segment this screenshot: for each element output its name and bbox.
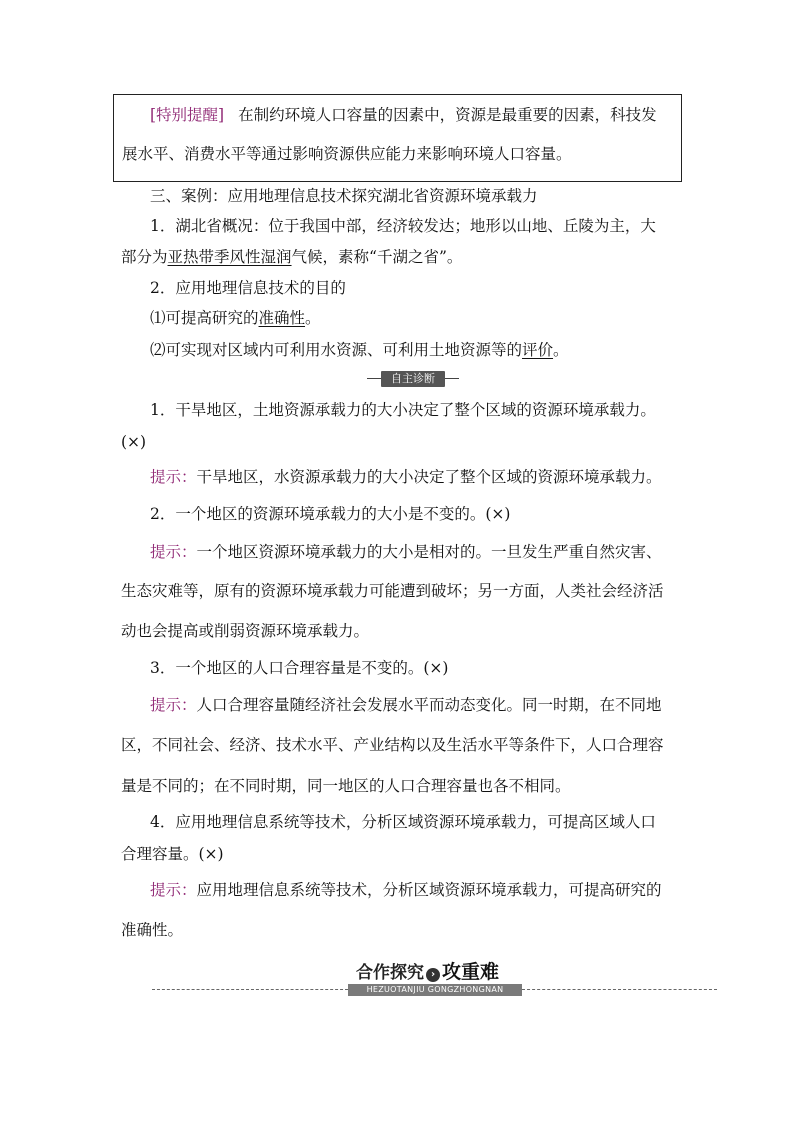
case-heading: 三、案例：应用地理信息技术探究湖北省资源环境承载力 [150, 187, 538, 205]
cooperative-inquiry-banner [152, 960, 717, 996]
hint-4-cont: 准确性。 [121, 921, 184, 939]
hint-3-cont-1: 区，不同社会、经济、技术水平、产业结构以及生活水平等条件下，人口合理容 [121, 736, 664, 754]
question-3: 3．一个地区的人口合理容量是不变的。(×) [150, 659, 449, 677]
badge-rule-left [367, 378, 381, 379]
case-item-2-1: ⑴可提高研究的准确性。 [150, 309, 321, 327]
hint-2: 提示：一个地区资源环境承载力的大小是相对的。一旦发生严重自然灾害、 [150, 543, 662, 561]
answer-climate: 亚热带季风性湿润 [167, 248, 292, 266]
banner-dash-left [152, 989, 348, 990]
chevron-right-icon: › [426, 968, 440, 982]
hint-2-cont-1: 生态灾难等，原有的资源环境承载力可能遭到破坏；另一方面，人类社会经济活 [121, 582, 664, 600]
question-4: 4．应用地理信息系统等技术，分析区域资源环境承载力，可提高区域人口 [150, 813, 656, 831]
hint-label: 提示： [150, 543, 197, 561]
reminder-line-2: 展水平、消费水平等通过影响资源供应能力来影响环境人口容量。 [122, 145, 572, 163]
reminder-line-1: [特别提醒] 在制约环境人口容量的因素中，资源是最重要的因素，科技发 [150, 106, 657, 124]
banner-title: 合作探究 › 攻重难 [356, 961, 500, 983]
hint-3: 提示：人口合理容量随经济社会发展水平而动态变化。同一时期，在不同地 [150, 696, 662, 714]
case-item-2: 2．应用地理信息技术的目的 [150, 279, 346, 297]
question-4-cont: 合理容量。(×) [121, 845, 224, 863]
hint-2-cont-2: 动也会提高或削弱资源环境承载力。 [121, 622, 370, 640]
reminder-tag: [特别提醒] [150, 106, 225, 124]
question-1-answer: (×) [121, 433, 147, 451]
badge-label: 自主诊断 [381, 371, 445, 387]
case-item-1-cont: 部分为亚热带季风性湿润气候，素称“千湖之省”。 [121, 248, 463, 266]
case-item-1: 1．湖北省概况：位于我国中部，经济较发达；地形以山地、丘陵为主，大 [150, 217, 656, 235]
question-2: 2．一个地区的资源环境承载力的大小是不变的。(×) [150, 505, 511, 523]
answer-accuracy: 准确性 [258, 309, 306, 327]
hint-1: 提示：干旱地区，水资源承载力的大小决定了整个区域的资源环境承载力。 [150, 468, 662, 486]
banner-dash-right [522, 989, 717, 990]
hint-4: 提示：应用地理信息系统等技术，分析区域资源环境承载力，可提高研究的 [150, 881, 662, 899]
hint-3-cont-2: 量是不同的；在不同时期，同一地区的人口合理容量也各不相同。 [121, 777, 571, 795]
case-item-2-2: ⑵可实现对区域内可利用水资源、可利用土地资源等的评价。 [150, 341, 569, 359]
self-diagnosis-badge [367, 371, 459, 387]
banner-subtitle: HEZUOTANJIU GONGZHONGNAN [348, 984, 522, 996]
answer-evaluation: 评价 [522, 341, 554, 359]
question-1: 1．干旱地区，土地资源承载力的大小决定了整个区域的资源环境承载力。 [150, 401, 656, 419]
hint-label: 提示： [150, 881, 197, 899]
special-reminder-box [113, 94, 682, 182]
hint-label: 提示： [150, 696, 197, 714]
badge-rule-right [445, 378, 459, 379]
hint-label: 提示： [150, 468, 197, 486]
